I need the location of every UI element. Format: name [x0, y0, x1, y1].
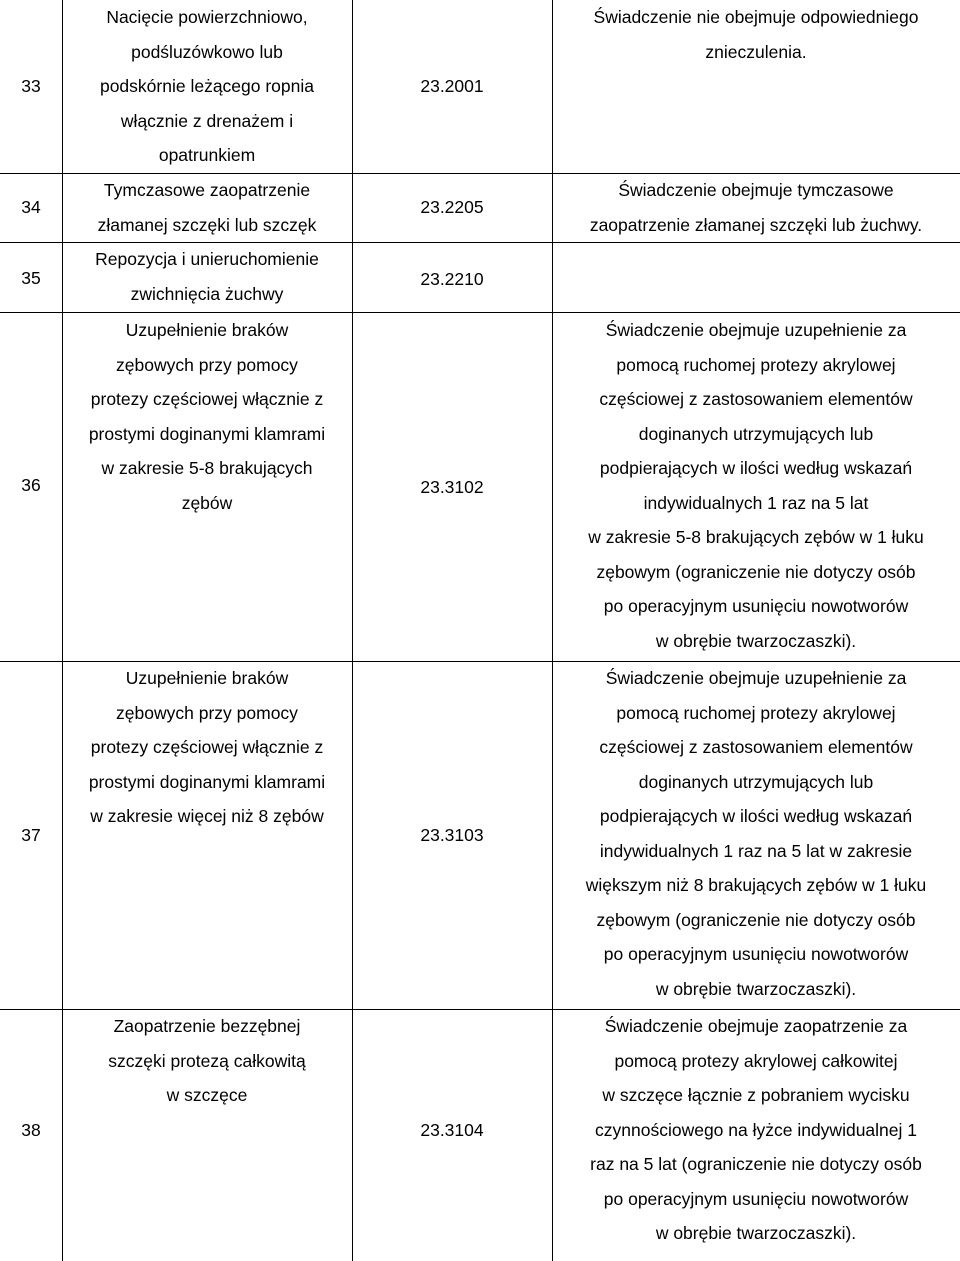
text-line: większym niż 8 brakujących zębów w 1 łuku	[585, 875, 927, 895]
text-line: włącznie z drenażem i	[120, 110, 294, 131]
text-line: protezy częściowej włącznie z	[90, 389, 324, 409]
text-line: Nacięcie powierzchniowo,	[106, 7, 308, 27]
text-line: doginanych utrzymujących lub	[638, 423, 874, 444]
text-line: prostymi doginanymi klamrami	[88, 423, 326, 444]
text-line: podskórnie leżącego ropnia	[99, 76, 315, 96]
text-line: w zakresie 5-8 brakujących zębów w 1 łuku	[588, 527, 924, 547]
procedure-code: 23.3104	[420, 1120, 484, 1140]
text-line: indywidualnych 1 raz na 5 lat	[643, 492, 869, 513]
text-line: częściowej z zastosowaniem elementów	[599, 737, 913, 757]
text-line: częściowej z zastosowaniem elementów	[599, 389, 913, 409]
text-line: Repozycja i unieruchomienie	[95, 249, 319, 269]
text-line: zębów	[181, 492, 233, 513]
text-line: w obrębie twarzoczaszki).	[655, 630, 857, 651]
table-row	[0, 661, 960, 1009]
procedure-description	[552, 661, 960, 1006]
text-line: w zakresie więcej niż 8 zębów	[90, 806, 324, 826]
procedure-name	[62, 242, 352, 311]
row-number: 33	[21, 76, 41, 96]
text-line: zębowych przy pomocy	[116, 702, 298, 723]
text-line: zwichnięcia żuchwy	[130, 283, 284, 304]
procedure-description	[552, 313, 960, 658]
procedure-name	[62, 313, 352, 520]
text-line: doginanych utrzymujących lub	[638, 771, 874, 792]
procedure-description	[552, 0, 960, 69]
text-line: szczęki protezą całkowitą	[108, 1050, 306, 1071]
text-line: w szczęce łącznie z pobraniem wycisku	[602, 1085, 910, 1105]
row-number: 36	[21, 475, 41, 495]
text-line: Świadczenie obejmuje tymczasowe	[618, 180, 894, 200]
procedure-code: 23.2205	[420, 197, 484, 217]
text-line: podśluzówkowo lub	[131, 41, 283, 62]
text-line: zębowym (ograniczenie nie dotyczy osób	[596, 561, 916, 582]
procedure-name	[62, 661, 352, 834]
text-line: zaopatrzenie złamanej szczęki lub żuchwy.	[589, 214, 923, 235]
procedure-name	[62, 0, 352, 173]
text-line: w obrębie twarzoczaszki).	[655, 978, 857, 999]
text-line: Świadczenie nie obejmuje odpowiedniego	[593, 7, 919, 27]
table-row	[0, 242, 960, 312]
text-line: pomocą ruchomej protezy akrylowej	[616, 354, 896, 375]
text-line: złamanej szczęki lub szczęk	[97, 214, 317, 235]
table-row	[0, 1009, 960, 1261]
procedure-code: 23.3103	[420, 825, 484, 845]
text-line: Tymczasowe zaopatrzenie	[103, 180, 311, 200]
text-line: w szczęce	[166, 1085, 248, 1105]
text-line: w obrębie twarzoczaszki).	[655, 1223, 857, 1243]
text-line: znieczulenia.	[705, 41, 807, 62]
procedure-description	[552, 173, 960, 242]
text-line: podpierających w ilości według wskazań	[599, 458, 913, 478]
text-line: indywidualnych 1 raz na 5 lat w zakresie	[599, 840, 913, 861]
row-number: 38	[21, 1120, 41, 1140]
row-number: 35	[21, 268, 41, 288]
text-line: czynnościowego na łyżce indywidualnej 1	[595, 1119, 917, 1140]
table-row	[0, 312, 960, 661]
text-line: raz na 5 lat (ograniczenie nie dotyczy osób	[590, 1154, 922, 1174]
text-line: prostymi doginanymi klamrami	[88, 771, 326, 792]
table-row	[0, 0, 960, 173]
text-line: zębowych przy pomocy	[116, 354, 298, 375]
procedure-code: 23.2210	[420, 269, 484, 289]
row-number: 37	[21, 825, 41, 845]
text-line: pomocą ruchomej protezy akrylowej	[616, 702, 896, 723]
text-line: zębowym (ograniczenie nie dotyczy osób	[596, 909, 916, 930]
text-line: protezy częściowej włącznie z	[90, 737, 324, 757]
procedure-name	[62, 173, 352, 242]
text-line: Świadczenie obejmuje uzupełnienie za	[605, 668, 907, 688]
procedure-code: 23.3102	[420, 477, 484, 497]
text-line: Zaopatrzenie bezzębnej	[113, 1016, 301, 1036]
text-line: Uzupełnienie braków	[125, 668, 289, 688]
text-line: opatrunkiem	[158, 145, 256, 165]
text-line: podpierających w ilości według wskazań	[599, 806, 913, 826]
text-line: w zakresie 5-8 brakujących	[101, 458, 313, 478]
text-line: po operacyjnym usunięciu nowotworów	[603, 944, 909, 964]
row-number: 34	[21, 197, 41, 217]
text-line: Świadczenie obejmuje uzupełnienie za	[605, 320, 907, 340]
text-line: po operacyjnym usunięciu nowotworów	[603, 596, 909, 616]
text-line: po operacyjnym usunięciu nowotworów	[603, 1188, 909, 1209]
procedure-code: 23.2001	[420, 76, 484, 96]
procedure-description	[552, 1009, 960, 1251]
procedure-name	[62, 1009, 352, 1113]
text-line: Uzupełnienie braków	[125, 320, 289, 340]
table-row	[0, 173, 960, 242]
text-line: Świadczenie obejmuje zaopatrzenie za	[604, 1016, 908, 1036]
text-line: pomocą protezy akrylowej całkowitej	[614, 1050, 898, 1071]
